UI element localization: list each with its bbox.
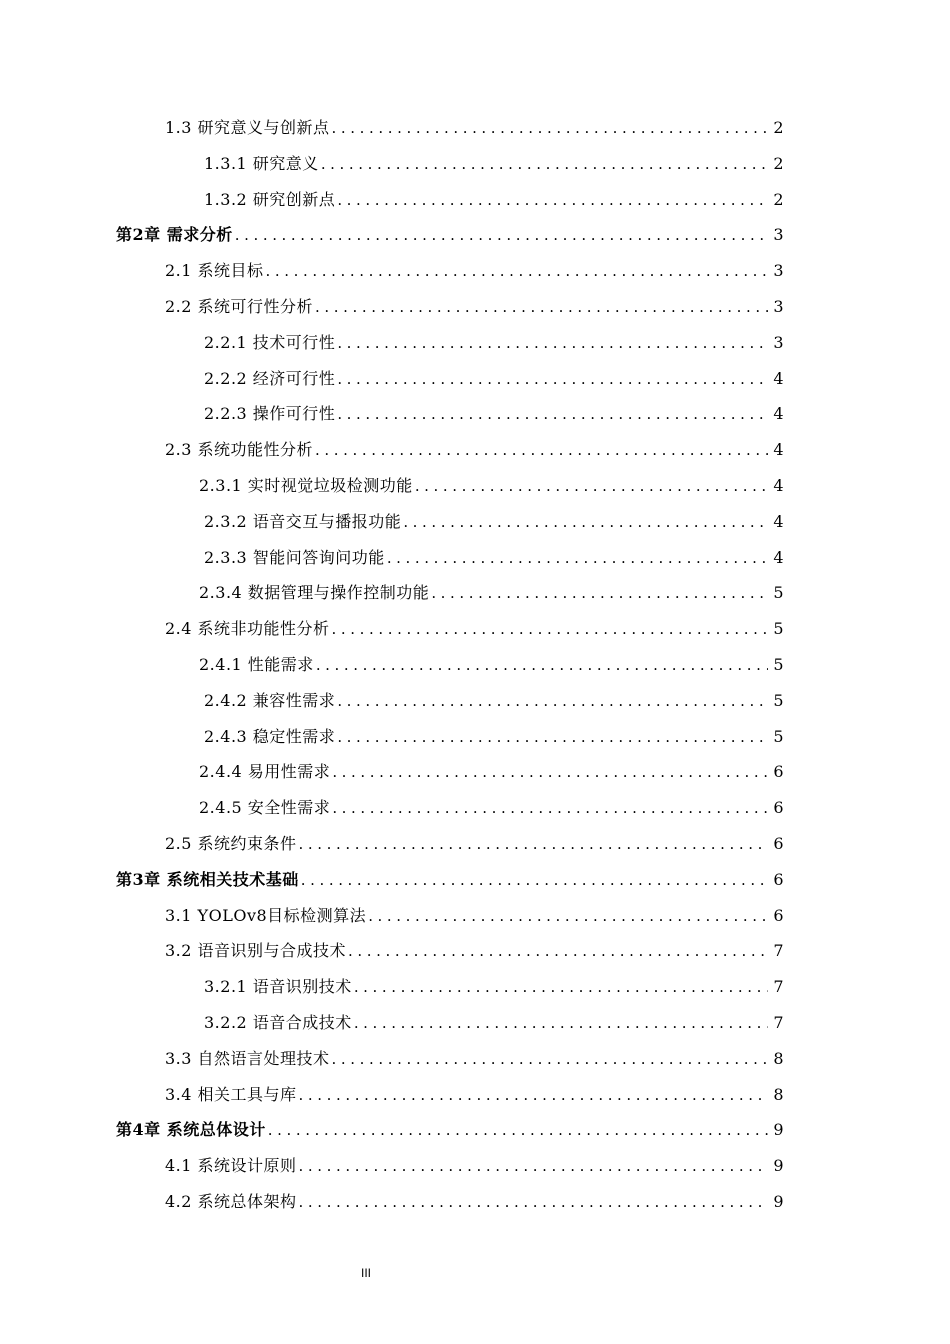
toc-leader-dots — [332, 612, 768, 648]
toc-entry[interactable] — [0, 432, 950, 468]
toc-entry-page: 5 — [773, 619, 784, 639]
toc-entry-page: 8 — [773, 1048, 784, 1068]
toc-leader-dots — [337, 183, 768, 219]
toc-entry-title: 2.4.3 稳定性需求 — [204, 726, 336, 746]
page-number: III — [360, 1266, 371, 1280]
toc-entry-title: 3.3 自然语言处理技术 — [165, 1048, 330, 1068]
toc-entry-page: 9 — [773, 1120, 784, 1140]
toc-entry-title: 2.2 系统可行性分析 — [165, 296, 314, 316]
toc-leader-dots — [337, 720, 768, 756]
toc-entry-page: 4 — [773, 404, 784, 424]
toc-entry-title: 2.5 系统约束条件 — [165, 833, 297, 853]
toc-leader-dots — [299, 1185, 768, 1221]
toc-entry[interactable] — [0, 396, 950, 432]
toc-entry[interactable] — [0, 1148, 950, 1184]
toc-entry[interactable] — [0, 253, 950, 289]
toc-entry-title: 3.2 语音识别与合成技术 — [165, 941, 347, 961]
toc-entry[interactable] — [0, 182, 950, 218]
toc-entry-title: 2.2.3 操作可行性 — [204, 404, 336, 424]
toc-entry[interactable] — [0, 110, 950, 146]
toc-leader-dots — [337, 326, 768, 362]
toc-leader-dots — [235, 218, 768, 254]
toc-leader-dots — [337, 397, 768, 433]
toc-entry-page: 2 — [773, 118, 784, 137]
toc-entry[interactable] — [0, 790, 950, 826]
toc-leader-dots — [337, 362, 768, 398]
toc-entry[interactable] — [0, 289, 950, 325]
toc-entry[interactable] — [0, 898, 950, 934]
toc-entry-page: 7 — [773, 941, 784, 961]
toc-entry-page: 6 — [773, 869, 784, 889]
toc-leader-dots — [332, 755, 768, 791]
toc-leader-dots — [348, 934, 768, 970]
toc-entry-page: 9 — [773, 1156, 784, 1176]
toc-entry-title: 第2章 需求分析 — [116, 225, 233, 245]
toc-entry-page: 4 — [773, 440, 784, 460]
toc-leader-dots — [403, 505, 768, 541]
toc-entry-title: 2.3.1 实时视觉垃圾检测功能 — [199, 475, 413, 495]
toc-entry-title: 2.4 系统非功能性分析 — [165, 619, 330, 639]
toc-entry-page: 4 — [773, 511, 784, 531]
toc-leader-dots — [415, 469, 768, 505]
toc-leader-dots — [431, 576, 768, 612]
toc-leader-dots — [315, 433, 768, 469]
toc-leader-dots — [321, 147, 768, 183]
table-of-contents — [0, 110, 950, 1220]
toc-entry[interactable] — [0, 1077, 950, 1113]
toc-entry-title: 2.2.1 技术可行性 — [204, 332, 336, 352]
toc-entry-title: 2.4.1 性能需求 — [199, 654, 314, 674]
toc-leader-dots — [368, 899, 768, 935]
toc-leader-dots — [316, 648, 768, 684]
toc-entry-page: 4 — [773, 547, 784, 567]
toc-chapter-entry[interactable] — [0, 862, 950, 898]
toc-entry-title: 2.2.2 经济可行性 — [204, 368, 336, 388]
toc-entry-title: 1.3.1 研究意义 — [204, 153, 319, 173]
toc-entry-page: 5 — [773, 690, 784, 710]
toc-entry-title: 4.2 系统总体架构 — [165, 1191, 297, 1211]
toc-leader-dots — [299, 1149, 768, 1185]
toc-entry-title: 2.1 系统目标 — [165, 261, 264, 281]
toc-leader-dots — [268, 1113, 768, 1149]
toc-entry-title: 2.3.2 语音交互与播报功能 — [204, 511, 402, 531]
toc-entry-page: 8 — [773, 1084, 784, 1104]
toc-leader-dots — [315, 290, 768, 326]
toc-entry[interactable] — [0, 325, 950, 361]
toc-entry-title: 2.4.4 易用性需求 — [199, 762, 331, 782]
toc-entry-page: 3 — [773, 296, 784, 316]
toc-entry[interactable] — [0, 146, 950, 182]
toc-entry-page: 6 — [773, 798, 784, 818]
toc-entry[interactable] — [0, 1184, 950, 1220]
toc-entry-page: 3 — [773, 332, 784, 352]
toc-entry[interactable] — [0, 361, 950, 397]
toc-entry[interactable] — [0, 575, 950, 611]
toc-entry-page: 6 — [773, 833, 784, 853]
toc-entry-title: 1.3.2 研究创新点 — [204, 189, 336, 209]
toc-entry-page: 2 — [773, 189, 784, 209]
toc-entry[interactable] — [0, 1005, 950, 1041]
toc-entry-page: 6 — [773, 762, 784, 782]
toc-entry-title: 2.3.3 智能问答询问功能 — [204, 547, 385, 567]
toc-entry[interactable] — [0, 683, 950, 719]
toc-leader-dots — [337, 684, 768, 720]
toc-entry[interactable] — [0, 540, 950, 576]
toc-leader-dots — [332, 111, 768, 147]
toc-entry-page: 3 — [773, 261, 784, 281]
toc-entry-page: 4 — [773, 475, 784, 495]
toc-entry[interactable] — [0, 933, 950, 969]
toc-entry-title: 3.1 YOLOv8目标检测算法 — [165, 905, 367, 925]
toc-entry[interactable] — [0, 611, 950, 647]
toc-entry[interactable] — [0, 647, 950, 683]
toc-entry-title: 3.2.2 语音合成技术 — [204, 1012, 352, 1032]
toc-leader-dots — [299, 1078, 768, 1114]
toc-chapter-entry[interactable] — [0, 1112, 950, 1148]
toc-leader-dots — [266, 254, 768, 290]
toc-entry-title: 1.3 研究意义与创新点 — [165, 118, 330, 137]
toc-entry-title: 2.3.4 数据管理与操作控制功能 — [199, 583, 430, 603]
toc-entry-title: 2.3 系统功能性分析 — [165, 440, 314, 460]
toc-entry[interactable] — [0, 719, 950, 755]
toc-entry[interactable] — [0, 969, 950, 1005]
toc-entry-page: 7 — [773, 1012, 784, 1032]
toc-entry[interactable] — [0, 468, 950, 504]
toc-leader-dots — [332, 1042, 768, 1078]
toc-entry-page: 4 — [773, 368, 784, 388]
toc-entry-page: 3 — [773, 225, 784, 245]
toc-entry-page: 6 — [773, 905, 784, 925]
toc-entry-page: 9 — [773, 1191, 784, 1211]
toc-entry[interactable] — [0, 504, 950, 540]
toc-entry-title: 第3章 系统相关技术基础 — [116, 869, 299, 889]
toc-leader-dots — [354, 1006, 768, 1042]
toc-leader-dots — [354, 970, 768, 1006]
toc-entry[interactable] — [0, 754, 950, 790]
toc-chapter-entry[interactable] — [0, 217, 950, 253]
toc-leader-dots — [332, 791, 768, 827]
toc-entry-page: 7 — [773, 977, 784, 997]
toc-entry-title: 3.2.1 语音识别技术 — [204, 977, 352, 997]
toc-leader-dots — [387, 541, 768, 577]
toc-entry-title: 4.1 系统设计原则 — [165, 1156, 297, 1176]
toc-entry-title: 第4章 系统总体设计 — [116, 1120, 266, 1140]
toc-entry-title: 2.4.5 安全性需求 — [199, 798, 331, 818]
toc-entry-title: 3.4 相关工具与库 — [165, 1084, 297, 1104]
toc-leader-dots — [299, 827, 768, 863]
toc-entry-page: 2 — [773, 153, 784, 173]
toc-entry[interactable] — [0, 826, 950, 862]
toc-entry-title: 2.4.2 兼容性需求 — [204, 690, 336, 710]
toc-entry-page: 5 — [773, 583, 784, 603]
toc-entry-page: 5 — [773, 654, 784, 674]
toc-leader-dots — [301, 863, 768, 899]
toc-entry[interactable] — [0, 1041, 950, 1077]
toc-entry-page: 5 — [773, 726, 784, 746]
